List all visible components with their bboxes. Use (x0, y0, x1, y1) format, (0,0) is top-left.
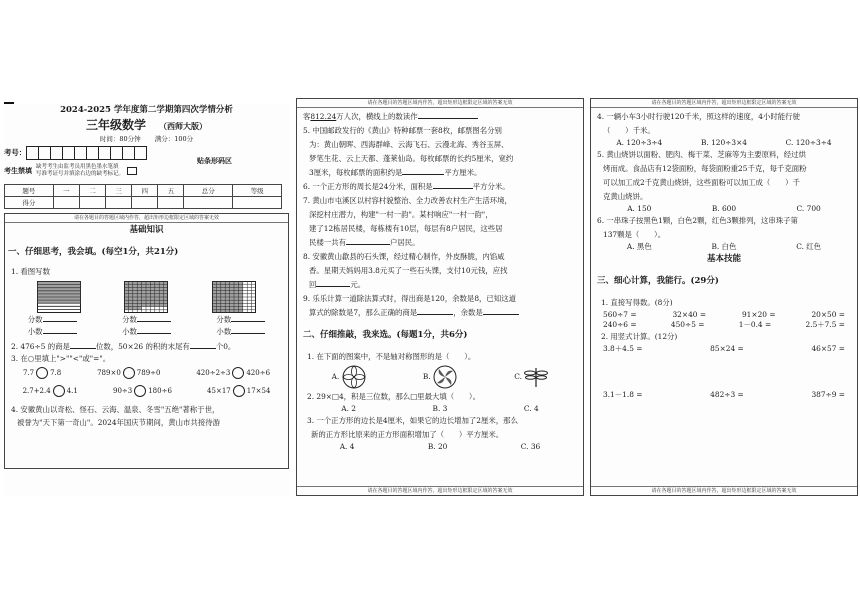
pinwheel-icon (433, 365, 457, 389)
rules-text-line-2: 写准考证号并填涂右边的缺考标记。 (36, 171, 125, 177)
score-cell[interactable] (53, 197, 79, 209)
choice-question-4-line-1: 4. 一辆小车3小时行驶120千米，照这样的速度，4小时能行驶 (597, 112, 800, 121)
option-c[interactable]: C. 红色 (796, 242, 822, 251)
notice-strip: 请在各题目的答题区域内作答，超出矩形边框限定区域的答案无效 (591, 99, 857, 108)
choice-question-5-line-2: 烤而成。食品店有12袋面粉，每袋面粉重25千克，每千克面粉 (603, 164, 807, 173)
calc-item: 20×50 = (811, 310, 845, 319)
subject-title: 三年级数学 (85, 118, 146, 132)
score-header: 题号 (5, 185, 54, 197)
choice-question-3-line-1: 3. 一个正方形的边长是4厘米，如果它的边长增加了2厘米，那么 (307, 416, 518, 425)
square-grid-image-2 (212, 281, 256, 313)
option-c[interactable]: C. 700 (796, 204, 821, 213)
exam-no-label: 考号： (4, 148, 27, 157)
score-header: 五 (158, 185, 184, 197)
question-3: 3. 在○里填上">""<"或"="。 (11, 354, 111, 363)
question-4-line-1: 4. 安徽黄山以奇松、怪石、云海、温泉、冬雪"五绝"著称于世， (11, 405, 220, 414)
question-2: 2. 476÷5 的商是 位数，50×26 的积的末尾有 个0。 (11, 342, 236, 351)
choice-question-6-line-2: 137颗是（ ）。 (603, 230, 666, 239)
option-a[interactable]: A. 120÷3÷4 (616, 138, 663, 147)
compare-circle[interactable] (36, 367, 48, 379)
option-b[interactable]: B. 600 (711, 204, 737, 213)
exam-page-3 (590, 98, 858, 496)
visitor-number: 812.24 (310, 112, 337, 121)
score-table-header (5, 185, 282, 197)
option-b[interactable]: B. 3 (432, 404, 448, 413)
question-7-line-4: 民楼一共有 户居民。 (309, 238, 420, 247)
question-7-line-1: 7. 黄山市屯溪区以村容村貌整治、全力改善农村生产生活环境， (303, 196, 512, 205)
score-header: 四 (132, 185, 158, 197)
option-a[interactable]: A. 黑色 (626, 242, 652, 251)
notice-strip: 请在各题目的答题区域内作答，超出矩形边框限定区域的答案无效 (5, 214, 288, 223)
question-8-line-3: 回 元。 (309, 280, 366, 289)
choice-question-5-line-3: 可以加工成2千克黄山烧饼，这些面粉可以加工成（ ）千 (603, 178, 800, 187)
question-8-line-2: 香。星期天妈妈用3.8元买了一些石头馃，支付10元钱，应找 (309, 266, 508, 275)
option-b[interactable]: B. 20 (427, 442, 448, 451)
question-5-line-2: 为：黄山朝晖、西海群峰、云海飞石、云漫北海、秀谷玉屏、 (309, 140, 509, 149)
notice-strip-bottom: 请在各题目的答题区域内作答，超出矩形边框限定区域的答案无效 (297, 486, 583, 495)
bar-grid-image (37, 281, 81, 313)
section-title: 基本技能 (706, 254, 741, 264)
time-score-line (4, 134, 289, 144)
question-9-line-1: 9. 乐乐计算一道除法算式时，得出商是120，余数是8，已知这道 (303, 294, 516, 303)
question-1: 1. 看图写数 (11, 267, 50, 276)
option-c[interactable]: C. 36 (520, 442, 541, 451)
section-3-heading: 三、细心计算，我能行。(29分) (597, 275, 719, 286)
choice-6-options (597, 242, 851, 252)
choice-question-4-line-2: （ ）千米。 (603, 126, 655, 135)
score-row-label: 得分 (5, 197, 54, 209)
rules-text-line-1: 缺考考生由监考员用黑色墨水笔填 (36, 164, 119, 170)
score-cell[interactable] (106, 197, 132, 209)
compare-circle[interactable] (232, 367, 244, 379)
notice-strip-bottom: 请在各题目的答题区域内作答，超出矩形边框限定区域的答案无效 (591, 486, 857, 495)
calc-item: 91×20 = (741, 310, 776, 319)
option-a[interactable]: A. 2 (341, 404, 357, 413)
calc-question-1: 1. 直接写得数。(8分) (601, 298, 673, 307)
vertical-calc-row-2 (597, 390, 851, 400)
question-7-line-3: 建了12栋居民楼，每栋楼有10层，每层有8户居民，这些居 (309, 224, 503, 233)
barcode-area: 贴条形码区 (197, 156, 233, 165)
choice-5-options (597, 204, 851, 214)
decimal-blank: 小数 (28, 327, 77, 337)
flower-icon (342, 365, 366, 389)
option-a[interactable]: A. (332, 365, 366, 389)
option-b[interactable]: B. (423, 365, 457, 389)
score-header: 等级 (233, 185, 282, 197)
choice-3-options (303, 442, 577, 452)
choice-question-5-line-4: 克黄山烧饼。 (603, 192, 648, 201)
score-header: 三 (106, 185, 132, 197)
score-table-row (5, 197, 282, 209)
calc-row-1 (597, 310, 851, 320)
vertical-calc-item: 46×57 = (811, 344, 845, 353)
exam-number-boxes[interactable] (26, 146, 147, 160)
score-header: 二 (79, 185, 105, 197)
fraction-blank: 分数 (216, 315, 265, 325)
score-header: 总分 (184, 185, 233, 197)
calc-item: 450÷5 = (670, 320, 705, 329)
rules-row (4, 156, 289, 178)
calc-item: 240÷6 = (603, 320, 637, 329)
compare-row-1: 7.7 7.8 789×0 789÷0 420÷2÷3 420÷6 (22, 369, 271, 377)
notice-strip: 请在各题目的答题区域内作答，超出矩形边框限定区域的答案无效 (297, 99, 583, 108)
calc-item: 1－0.4 = (738, 320, 772, 329)
question-5-line-1: 5. 中国邮政发行的《黄山》特种邮票一套8枚，邮票图名分别 (303, 126, 502, 135)
exam-page-1 (4, 104, 289, 496)
calc-question-2: 2. 用竖式计算。(12分) (601, 332, 678, 341)
score-cell[interactable] (132, 197, 158, 209)
score-cell[interactable] (79, 197, 105, 209)
compare-circle[interactable] (233, 385, 245, 397)
vertical-calc-item: 85×24 = (710, 344, 744, 353)
option-c[interactable]: C. 4 (523, 404, 539, 413)
compare-circle[interactable] (134, 385, 146, 397)
section-2-heading: 二、仔细推敲，我来选。(每题1分，共6分) (303, 329, 468, 340)
calc-item: 2.5＋7.5 = (805, 320, 845, 329)
calc-item: 32×40 = (672, 310, 707, 319)
exam-title: 2024-2025 学年度第二学期第四次学情分析 (60, 105, 233, 115)
fraction-blank: 分数 (28, 315, 77, 325)
choice-question-2: 2. 29×□4，积是三位数，那么□里最大填（ ）。 (307, 392, 480, 401)
score-cell[interactable] (233, 197, 282, 209)
rules-label: 考生禁填 (4, 166, 32, 175)
choice-1-options (303, 364, 577, 390)
option-b[interactable]: B. 120÷3×4 (700, 138, 747, 147)
decimal-blank: 小数 (122, 327, 171, 337)
vertical-calc-item: 3.1－1.8 = (603, 390, 643, 399)
option-c[interactable]: C. 120÷3÷4 (785, 138, 832, 147)
option-a[interactable]: A. 150 (627, 204, 652, 213)
fraction-row (5, 313, 288, 325)
calc-item: 560÷7 = (603, 310, 637, 319)
choice-question-6-line-1: 6. 一串珠子按黑色1颗，白色2颗，红色3颗排列，这串珠子第 (597, 216, 798, 225)
question-4-line-2: 被誉为"天下第一奇山"。2024年国庆节期间，黄山市共接待游 (17, 418, 220, 427)
choice-2-options (303, 404, 577, 414)
compare-circle[interactable] (123, 367, 135, 379)
rules-text (36, 164, 124, 178)
vertical-calc-row-1 (597, 344, 851, 390)
full-score-label: 满分：100分 (154, 135, 194, 143)
choice-question-3-line-2: 新的正方形比原来的正方形面积增加了（ ）平方厘米。 (311, 430, 504, 439)
exam-page-2 (296, 98, 584, 496)
vertical-calc-item: 3.8＋4.5 = (603, 344, 643, 353)
question-5-line-4: 3厘米，每枚邮票的面积约是 平方厘米。 (309, 168, 482, 177)
choice-question-1: 1. 在下面的图案中，不是轴对称图形的是（ ）。 (307, 352, 476, 361)
decimal-blank: 小数 (216, 327, 265, 337)
subject-line (4, 116, 289, 134)
vertical-calc-item: 482÷3 = (710, 390, 744, 399)
option-a[interactable]: A. 4 (339, 442, 355, 451)
compare-row-2: 2.7+2.4 4.1 90÷3 180÷6 45×17 17×54 (22, 387, 271, 395)
section-1-heading: 一、仔细思考，我会填。(每空1分，共21分) (8, 246, 179, 257)
absent-mark-box[interactable] (127, 167, 137, 175)
score-cell[interactable] (184, 197, 233, 209)
score-cell[interactable] (158, 197, 184, 209)
option-c[interactable]: C. (514, 365, 548, 389)
calc-row-2 (597, 320, 851, 330)
fraction-blank: 分数 (122, 315, 171, 325)
answer-area-1 (4, 213, 289, 469)
question-9-line-2: 算式的除数是7，那么正确的商是 ，余数是 (303, 306, 577, 320)
question-7-line-2: 深挖村庄潜力，构建"一村一韵"。某村响应"一村一韵"， (309, 210, 493, 219)
decimal-row (5, 325, 288, 339)
exam-number-row (4, 146, 289, 160)
q4-continuation: 客812.24万人次，横线上的数读作 (303, 110, 577, 124)
dragonfly-icon (524, 365, 548, 389)
question-5-line-3: 梦笔生花、云上天都、蓬莱仙岛。每枚邮票的长约5厘米，宽约 (309, 154, 514, 163)
vertical-calc-item: 387÷9 = (811, 390, 845, 399)
compare-circle[interactable] (53, 385, 65, 397)
time-label: 时间：80分钟 (99, 135, 141, 143)
section-title: 基础知识 (129, 225, 164, 235)
score-table (4, 184, 282, 209)
option-b[interactable]: B. 白色 (711, 242, 737, 251)
edition-label: （西师大版） (159, 121, 208, 131)
choice-4-options (597, 138, 851, 148)
question-8-line-1: 8. 安徽黄山歙县的石头馃，经过精心制作，外皮酥脆，内馅咸 (303, 252, 505, 261)
question-6: 6. 一个正方形的周长是24分米，面积是 平方分米。 (303, 182, 510, 191)
choice-question-5-line-1: 5. 黄山烧饼以面粉、肥肉、梅干菜、芝麻等为主要原料，经过烘 (597, 150, 806, 159)
square-grid-image-1 (124, 281, 168, 313)
page-2-content (297, 108, 583, 454)
picture-grids (5, 277, 288, 313)
score-header: 一 (53, 185, 79, 197)
page-3-content (591, 108, 857, 402)
